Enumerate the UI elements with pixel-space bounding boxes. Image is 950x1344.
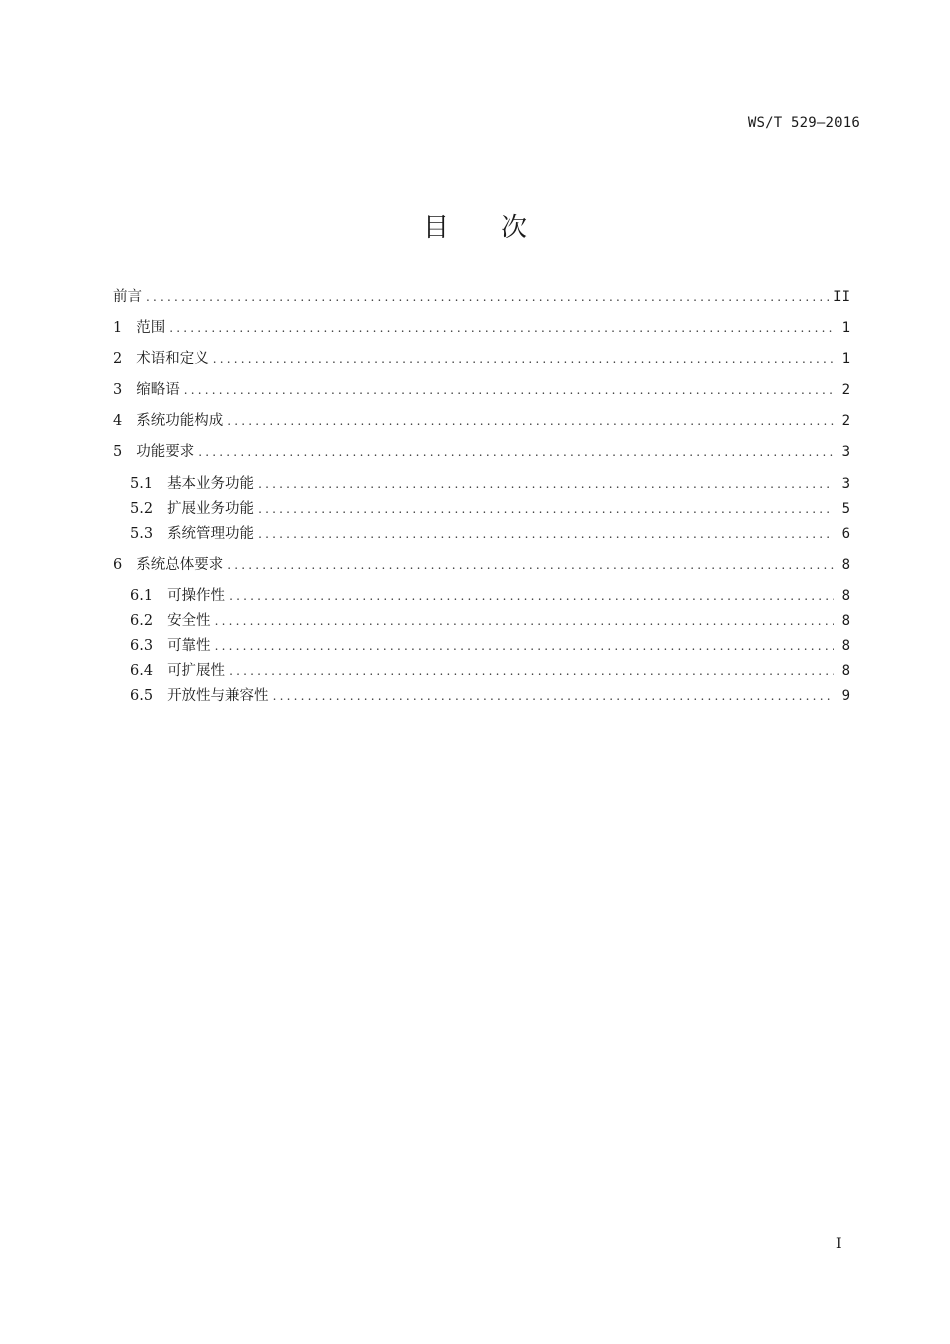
toc-entry-page: 1 [841,320,850,336]
toc-entry-page: 8 [841,663,850,679]
toc-leader-dots [215,610,834,632]
toc-leader-dots [229,585,834,607]
toc-entry-6-1[interactable] [130,585,850,607]
toc-entry-4[interactable] [113,410,850,432]
toc-entry-label: 功能要求 [136,444,195,460]
toc-entry-number: 5.1 [130,476,154,492]
toc-leader-dots [184,379,834,401]
toc-leader-dots [258,523,834,545]
toc-entry-number: 6.2 [130,613,154,629]
toc-entry-page: 8 [841,638,850,654]
toc-leader-dots [146,286,829,308]
toc-leader-dots [258,498,834,520]
toc-entry-number: 6 [113,557,123,573]
toc-entry-number: 5 [113,444,123,460]
toc-entry-3[interactable] [113,379,850,401]
toc-entry-page: 6 [841,526,850,542]
toc-leader-dots [229,660,834,682]
toc-entry-label: 前言 [113,289,142,305]
toc-entry-label: 术语和定义 [136,351,209,367]
toc-entry-label: 范围 [136,320,166,336]
toc-entry-6-4[interactable] [130,660,850,682]
toc-entry-page: 8 [841,588,850,604]
toc-entry-6[interactable] [113,554,850,576]
toc-entry-5-1[interactable] [130,473,850,495]
toc-entry-label: 开放性与兼容性 [167,688,269,704]
toc-entry-6-3[interactable] [130,635,850,657]
toc-entry-page: 8 [841,613,850,629]
toc-entry-1[interactable] [113,317,850,339]
toc-entry-page: 2 [841,413,850,429]
toc-leader-dots [215,635,834,657]
toc-leader-dots [273,685,834,707]
toc-entry-5-2[interactable] [130,498,850,520]
toc-entry-page: II [833,289,850,305]
title-char-2: 次 [501,213,528,243]
toc-entry-number: 4 [113,413,123,429]
toc-entry-label: 系统管理功能 [167,526,255,542]
toc-entry-label: 扩展业务功能 [167,501,255,517]
toc-entry-foreword[interactable] [113,286,850,308]
toc-entry-number: 5.3 [130,526,154,542]
toc-leader-dots [258,473,834,495]
document-code: WS/T 529—2016 [747,115,860,131]
toc-entry-number: 6.3 [130,638,154,654]
toc-entry-number: 2 [113,351,123,367]
toc-entry-page: 1 [841,351,850,367]
toc-entry-label: 可操作性 [167,588,226,604]
page-title [0,207,950,244]
title-char-1: 目 [422,213,449,243]
toc-entry-page: 8 [841,557,850,573]
toc-entry-5[interactable] [113,441,850,463]
toc-entry-5-3[interactable] [130,523,850,545]
toc-leader-dots [198,441,834,463]
toc-entry-label: 缩略语 [136,382,180,398]
toc-entry-page: 9 [841,688,850,704]
toc-entry-number: 1 [113,320,123,336]
toc-entry-number: 3 [113,382,123,398]
toc-leader-dots [227,410,834,432]
toc-entry-page: 5 [841,501,850,517]
toc-entry-page: 2 [841,382,850,398]
toc-entry-number: 6.1 [130,588,154,604]
toc-entry-label: 系统总体要求 [136,557,224,573]
toc-entry-6-5[interactable] [130,685,850,707]
toc-entry-label: 安全性 [167,613,211,629]
toc-entry-label: 可靠性 [167,638,211,654]
toc-entry-number: 6.4 [130,663,154,679]
toc-entry-page: 3 [841,444,850,460]
toc-entry-number: 5.2 [130,501,154,517]
toc-entry-page: 3 [841,476,850,492]
toc-entry-6-2[interactable] [130,610,850,632]
toc-entry-number: 6.5 [130,688,154,704]
toc-entry-2[interactable] [113,348,850,370]
toc-leader-dots [227,554,834,576]
page-number: I [836,1236,842,1252]
toc-leader-dots [169,317,834,339]
toc-entry-label: 基本业务功能 [167,476,255,492]
toc-entry-label: 可扩展性 [167,663,226,679]
toc-leader-dots [213,348,834,370]
toc-entry-label: 系统功能构成 [136,413,224,429]
